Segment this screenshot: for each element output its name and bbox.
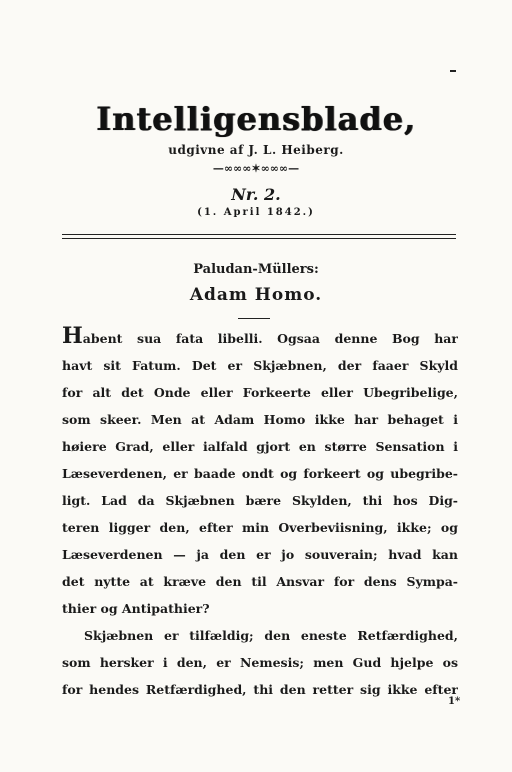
text-line: som skeer. Men at Adam Homo ikke har behaget i [62,412,458,427]
masthead-title: Intelligensblade, [96,100,416,138]
title-rule [238,318,270,319]
editor-line: udgivne af J. L. Heiberg. [168,143,344,157]
text-line: for hendes Retfærdighed, thi den retter sig ikke efter [62,682,458,697]
issue-number: Nr. 2. [231,185,281,204]
text-line: det nytte at kræve den til Ansvar for dens Sympa- [62,574,458,589]
article-body [62,325,458,703]
text-line-content: abent sua fata libelli. Ogsaa denne Bog har [82,331,458,346]
text-line: thier og Antipathier? [62,601,210,616]
text-line: for alt det Onde eller Forkeerte eller Ubegribelige, [62,385,458,400]
text-line: ligt. Lad da Skjæbnen bære Skylden, thi hos Dig- [62,493,458,508]
ornament: —∞∞∞✶∞∞∞— [212,162,300,175]
text-line: som hersker i den, er Nemesis; men Gud hjelpe os [62,655,458,670]
text-line: høiere Grad, eller ialfald gjort en større Sensation i [62,439,458,454]
article-title: Adam Homo. [189,285,323,305]
page-mark [450,70,456,72]
issue-date: (1. April 1842.) [197,207,315,218]
text-line: teren ligger den, efter min Overbeviisning, ikke; og [62,520,458,535]
text-line: Skjæbnen er tilfældig; den eneste Retfærdighed, [84,628,458,643]
article-author: Paludan-Müllers: [193,262,319,277]
text-line [62,325,458,352]
double-rule-bottom [62,238,456,239]
text-line: havt sit Fatum. Det er Skjæbnen, der faaer Skyld [62,358,458,373]
signature-mark: 1* [448,696,461,707]
text-line: Læseverdenen, er baade ondt og forkeert og ubegribe- [62,466,458,481]
double-rule-top [62,234,456,235]
text-line: Læseverdenen — ja den er jo souverain; hvad kan [62,547,458,562]
drop-cap: H [62,325,83,349]
